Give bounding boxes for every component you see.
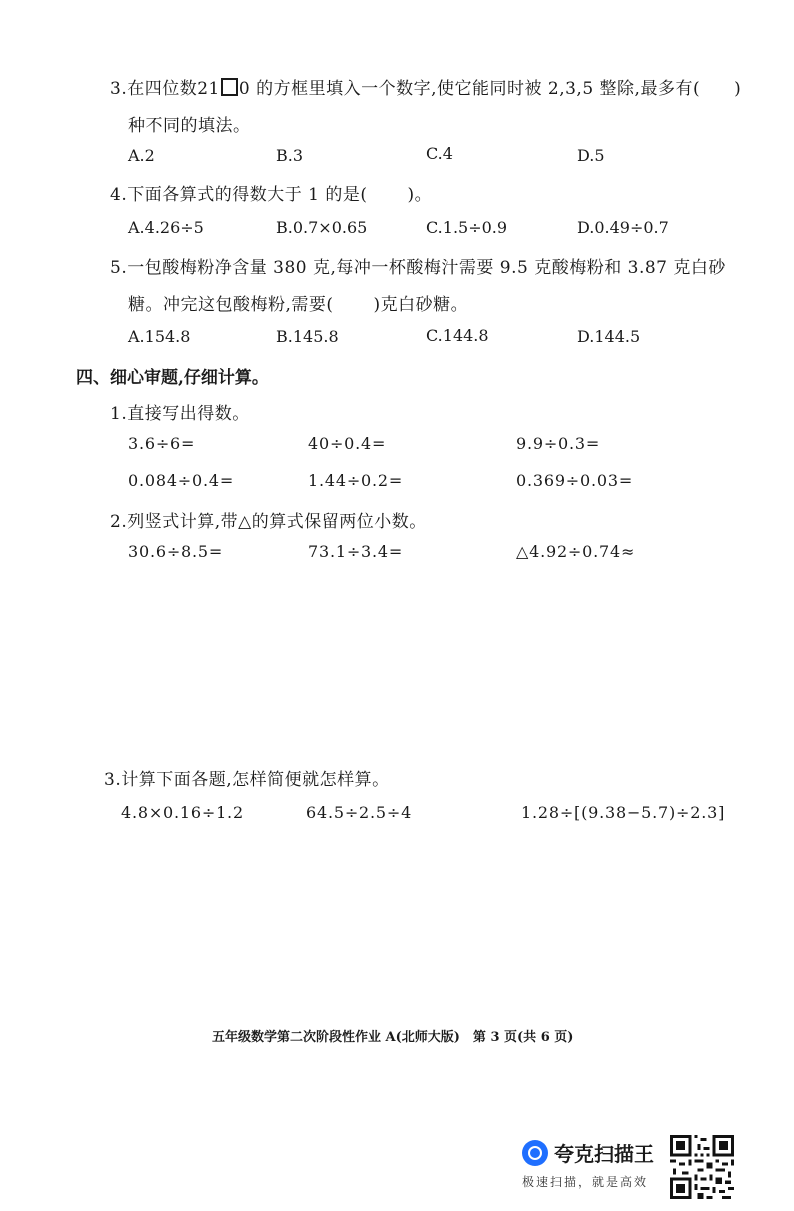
q3-text-c: ): [734, 79, 742, 99]
q5-text-a: 糖。冲完这包酸梅粉,需要(: [128, 295, 334, 315]
q3-option-b: B.3: [276, 146, 304, 165]
question-3-line-1: [110, 74, 741, 99]
q5-text-b: )克白砂糖。: [373, 295, 469, 315]
calc-1-2: 40÷0.4=: [308, 434, 387, 453]
question-5-line-1: 5.一包酸梅粉净含量 380 克,每冲一杯酸梅汁需要 9.5 克酸梅粉和 3.87 克白砂: [110, 258, 726, 278]
q3-text-a: 3.在四位数21: [110, 79, 220, 99]
blank-box: [221, 78, 238, 96]
q5-option-c: C.144.8: [426, 326, 489, 345]
scanner-slogan: 极速扫描，就是高效: [522, 1175, 649, 1189]
part-2-title: 2.列竖式计算,带△的算式保留两位小数。: [110, 512, 427, 532]
q5-option-a: A.154.8: [128, 327, 191, 346]
scanner-brand: 夸克扫描王: [554, 1142, 654, 1166]
simplify-calc-2: 64.5÷2.5÷4: [306, 803, 413, 822]
calc-1-3: 9.9÷0.3=: [516, 434, 601, 453]
question-3-line-2: 种不同的填法。: [128, 116, 251, 136]
scanner-logo-icon: [522, 1140, 548, 1166]
calc-2-1: 0.084÷0.4=: [128, 471, 235, 490]
calc-2-3: 0.369÷0.03=: [516, 471, 634, 490]
vertical-calc-1: 30.6÷8.5=: [128, 542, 224, 561]
vertical-calc-2: 73.1÷3.4=: [308, 542, 404, 561]
q4-option-b: B.0.7×0.65: [276, 218, 368, 237]
vertical-calc-3: △4.92÷0.74≈: [516, 542, 636, 561]
q5-option-b: B.145.8: [276, 327, 339, 346]
q3-option-d: D.5: [577, 146, 605, 165]
q3-text-b: 0 的方框里填入一个数字,使它能同时被 2,3,5 整除,最多有(: [238, 79, 701, 99]
q5-option-d: D.144.5: [577, 327, 641, 346]
qr-code-icon: [670, 1135, 734, 1199]
calc-2-2: 1.44÷0.2=: [308, 471, 404, 490]
part-1-title: 1.直接写出得数。: [110, 404, 250, 424]
scanner-watermark: [522, 1138, 672, 1198]
question-5-line-2: [128, 290, 468, 315]
q3-option-a: A.2: [128, 146, 155, 165]
q4-text-a: 4.下面各算式的得数大于 1 的是(: [110, 185, 368, 205]
q4-option-c: C.1.5÷0.9: [426, 218, 508, 237]
q4-text-b: )。: [407, 185, 433, 205]
simplify-calc-1: 4.8×0.16÷1.2: [121, 803, 244, 822]
calc-1-1: 3.6÷6=: [128, 434, 196, 453]
question-4: [110, 180, 432, 205]
simplify-calc-3: 1.28÷[(9.38−5.7)÷2.3]: [521, 803, 726, 822]
page-footer: 五年级数学第二次阶段性作业 A(北师大版) 第 3 页(共 6 页): [212, 1030, 574, 1045]
part-3-title: 3.计算下面各题,怎样简便就怎样算。: [104, 770, 390, 790]
q3-option-c: C.4: [426, 144, 453, 163]
q4-option-d: D.0.49÷0.7: [577, 218, 669, 237]
q4-option-a: A.4.26÷5: [128, 218, 204, 237]
section-4-title: 四、细心审题,仔细计算。: [76, 368, 269, 388]
